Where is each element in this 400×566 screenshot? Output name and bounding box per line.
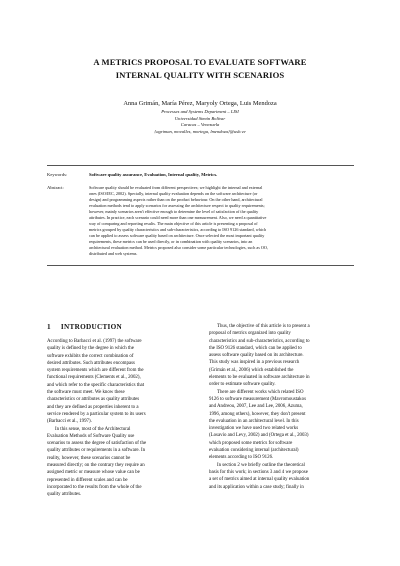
text-line: In section 2 we briefly outline the theoretical bbox=[217, 462, 305, 468]
author-list: Anna Grimán, María Pérez, Maryoly Ortega, Luis Mendoza bbox=[123, 100, 277, 107]
text-line: 9126 to software measurement (Mavromoustakos bbox=[209, 396, 306, 402]
abstract-line: design) and programming aspects rather than on the product behaviour. On the other hand, architectural bbox=[89, 197, 263, 202]
text-line: order to estimate software quality. bbox=[209, 382, 276, 388]
text-line: and Andreou, 2007, Lee and Lee, 2006, Azuma, bbox=[209, 404, 303, 410]
title-line: INTERNAL QUALITY WITH SCENARIOS bbox=[115, 70, 285, 80]
text-line: basis for this work; in sections 3 and 4 we propose bbox=[209, 469, 308, 475]
text-line: represented in different scales and can be bbox=[47, 477, 128, 483]
abstract-line: ones (ISO/IEC, 2002). Specially, internal quality evaluation depends on the software architecture (or bbox=[89, 191, 258, 196]
text-line: 1996, among others), however, they don't present bbox=[209, 411, 306, 417]
text-line: (Losavio and Levy, 2002) and (Ortega et al., 2003) bbox=[209, 433, 309, 439]
text-line: the software must meet. We know these bbox=[47, 390, 125, 396]
text-line: and which refer to the specific characteristics that bbox=[47, 382, 145, 388]
text-line: characteristics and sub-characteristics, according to bbox=[209, 338, 310, 344]
abstract-line: way of comparing and reporting results. The main objective of this article is presenting a proposal of bbox=[89, 221, 258, 226]
affiliation-line: Caracas – Venezuela bbox=[180, 122, 220, 128]
abstract-line: metrics grouped by quality characteristics and sub-characteristics, according to ISO 9126 standard, which bbox=[89, 227, 266, 232]
text-line: a set of metrics aimed at internal quality evaluation bbox=[209, 477, 310, 483]
section-title: INTRODUCTION bbox=[60, 323, 123, 331]
text-line: which proposed some metrics for software bbox=[209, 440, 293, 446]
section-number: 1 bbox=[47, 323, 51, 331]
text-line: investigation we have used two related works bbox=[209, 426, 299, 432]
affiliation bbox=[40, 109, 360, 135]
right-column bbox=[209, 323, 354, 491]
text-line: elements to be evaluated in software architecture in bbox=[209, 375, 310, 381]
text-line: reality, however, these scenarios cannot be bbox=[47, 455, 131, 461]
affiliation-line: Universidad Simón Bolívar bbox=[174, 115, 226, 121]
text-line: software exhibits the correct combination of bbox=[47, 353, 134, 359]
keywords-label: Keywords: bbox=[47, 172, 68, 177]
text-line: service rendered by a particular system to its users bbox=[47, 411, 146, 417]
affiliation-line: {agriman, movalles, mortega, lmendoza}@usb.ve bbox=[154, 128, 246, 134]
abstract-line: Software quality should be evaluated from different perspectives; we highlight the internal and external bbox=[89, 185, 263, 190]
text-line: system requirements which are different from the bbox=[47, 368, 144, 374]
abstract-line: requirements, these metrics can be used directly, or in combination with quality scenarios, into an bbox=[89, 239, 253, 244]
text-line: According to Barbacci et al. (1997) the software bbox=[47, 339, 142, 344]
text-line: assess software quality based on its architecture. bbox=[209, 353, 304, 359]
text-line: functional requirements (Clements et al., 2002), bbox=[47, 375, 141, 381]
text-line: characteristics or attributes as quality attributes bbox=[47, 397, 140, 403]
abstract-label: Abstract: bbox=[47, 185, 64, 190]
text-line: This study was inspired in a previous research bbox=[209, 360, 300, 366]
affiliation-line: Processes and Systems Department – LISI bbox=[161, 109, 239, 114]
text-line: quality attributes or requirements in a software. In bbox=[47, 448, 146, 454]
abstract-line: attributes. In practice, each scenario could need more than one measurement. Also, we need a quantitative bbox=[89, 215, 267, 220]
text-line: Thus, the objective of this article is to present a bbox=[217, 324, 310, 329]
abstract-line: evaluation methods tend to apply scenarios for assessing the architecture respect to quality requirements; bbox=[89, 203, 265, 208]
text-line: incorporated to the results from the whole of the bbox=[47, 484, 142, 490]
text-line: In this sense, most of the Architectural bbox=[55, 426, 131, 432]
text-line: the ISO 9126 standard, which can be applied to bbox=[209, 345, 302, 351]
abstract-line: can be applied to assess software quality based on architecture. Once selected the most important quality bbox=[89, 233, 265, 238]
left-column bbox=[47, 338, 192, 499]
top-rule bbox=[47, 165, 354, 166]
bottom-rule bbox=[47, 265, 354, 266]
text-line: and its application within a case study; finally in bbox=[209, 484, 304, 490]
text-line: desired attributes. Such attributes encompass bbox=[47, 360, 135, 366]
text-line: Evaluation Methods of Software Quality use bbox=[47, 433, 135, 439]
text-line: evaluation considering internal (architectural) bbox=[209, 448, 299, 454]
text-line: quality attributes. bbox=[47, 492, 82, 498]
keywords-text: Software quality assurance, Evaluation, Internal quality, Metrics. bbox=[89, 172, 218, 177]
text-line: proposal of metrics organized into quality bbox=[209, 331, 291, 337]
abstract-body bbox=[89, 185, 354, 257]
abstract-line: distributed and web systems. bbox=[89, 251, 138, 256]
text-line: and they are defined as properties inherent to a bbox=[47, 404, 139, 410]
text-line: scenarios to assess the degree of satisfaction of the bbox=[47, 441, 147, 447]
text-line: measured directly; on the contrary they require an bbox=[47, 463, 145, 469]
section-heading bbox=[47, 323, 132, 331]
text-line: the evaluation in an architectural level. In this bbox=[209, 418, 299, 424]
text-line: quality is defined by the degree in which the bbox=[47, 346, 134, 352]
text-line: elements according to ISO 9126. bbox=[209, 455, 274, 461]
title-line: A METRICS PROPOSAL TO EVALUATE SOFTWARE bbox=[93, 57, 307, 67]
text-line: assigned metric or measure whose value can be bbox=[47, 470, 140, 476]
text-line: (Grimán et al., 2006) which established the bbox=[209, 367, 294, 373]
text-line: (Barbacci et al., 1997). bbox=[47, 419, 92, 425]
abstract-line: however, mainly scenarios aren't effective enough to determine the level of satisfaction of the quality bbox=[89, 209, 259, 214]
abstract-line: architectural evaluation method. Metrics proposed also consider some particular technologies, such as OO, bbox=[89, 245, 268, 250]
text-line: There are different works which related ISO bbox=[217, 389, 304, 395]
paper-title bbox=[40, 56, 360, 82]
